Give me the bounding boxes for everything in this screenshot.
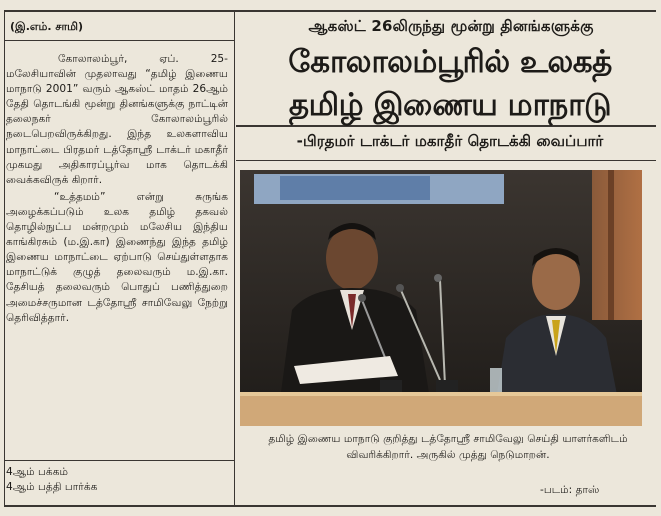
ref-page: 4ஆம் பக்கம் (6, 466, 68, 478)
headline-line-2: தமிழ் இணைய மாநாடு (288, 87, 612, 123)
paragraph-2: “உத்தமம்” என்று சுருங்க அழைக்கப்படும் உலக தமிழ் தகவல் தொழில்நுட்ப மன்றமும் மலேசிய இந்திய காங்கிரசும் (ம.இ.கா) இணைந்து இந்த தமிழ் இணைய மாநாட்டை ஏற்பாடு செய்துள்ளதாக மாநாட்டுக் குழுத் தலைவரும் ம.இ.கா. தேசியத் தலைவரும் பொதுப் பணித்துறை அமைச்சருமான டத்தோஸ்ரீ சாமிவேலு நேற்று தெரிவித்தார். (6, 190, 228, 324)
subhead-rule (236, 160, 656, 161)
byline: (இ.எம். சாமி) (10, 20, 84, 33)
headline (244, 41, 656, 127)
paragraph-1: கோலாலம்பூர், ஏப். 25- மலேசியாவின் முதலாவது “தமிழ் இணைய மாநாடு 2001” வரும் ஆகஸ்ட் மாதம் 26ஆம் தேதி தொடங்கி மூன்று தினங்களுக்கு நாட்டின் தலைநகர் கோலாலம்பூரில் நடைபெறவிருக்கிறது. இந்த உலகளாவிய மாநாட்டை பிரதமர் டத்தோஸ்ரீ டாக்டர் மகாதீர் முகமது அதிகாரப்பூர்வ மாக தொடக்கி வைக்கவிருக் கிறார். (6, 53, 228, 186)
kicker: ஆகஸ்ட் 26லிருந்து மூன்று தினங்களுக்கு (308, 17, 594, 35)
photo-caption: தமிழ் இணைய மாநாடு குறித்து டத்தோஸ்ரீ சாமிவேலு செய்தி யாளர்களிடம் விவரிக்கிறார். அருகில் முத்து நெடுமாறன். (268, 433, 628, 461)
photo-credit: -படம்: தாஸ் (540, 484, 600, 496)
ref-column: 4ஆம் பத்தி பார்க்க (6, 481, 98, 493)
subhead: -பிரதமர் டாக்டர் மகாதீர் தொடக்கி வைப்பார் (296, 132, 604, 150)
press-photo (240, 170, 642, 426)
article-body (6, 52, 228, 326)
top-rule (4, 10, 656, 12)
bottom-rule (4, 505, 656, 507)
byline-rule (4, 40, 234, 41)
left-border (4, 12, 5, 506)
headline-line-1: கோலாலம்பூரில் உலகத் (288, 44, 612, 80)
press-photo-image (240, 170, 642, 426)
column-divider (234, 12, 235, 506)
footer-rule (4, 460, 234, 461)
continuation-refs (6, 465, 97, 495)
